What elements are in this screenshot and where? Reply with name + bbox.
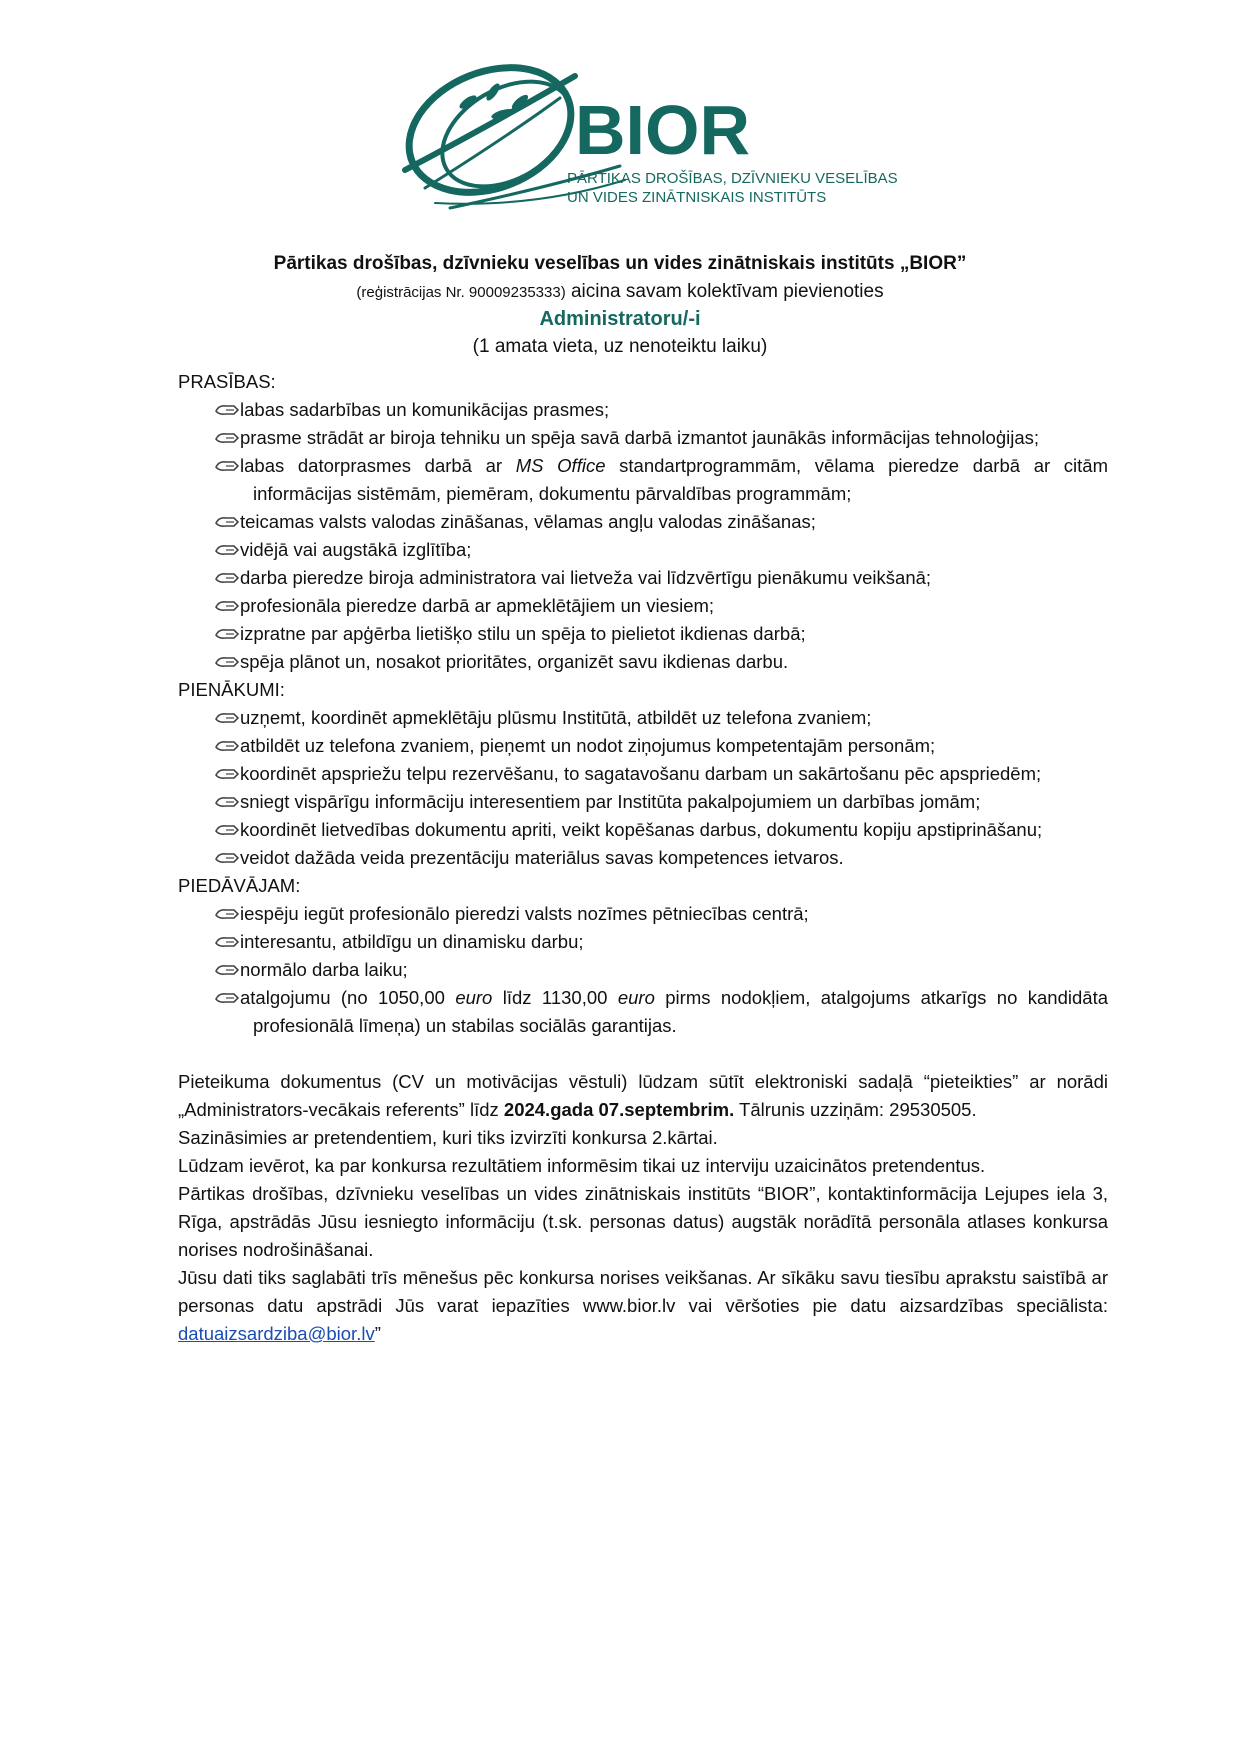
duties-list bbox=[178, 704, 1108, 872]
bullet-icon bbox=[214, 627, 240, 641]
bullet-icon bbox=[214, 543, 240, 557]
requirements-list bbox=[178, 396, 1108, 676]
requirements-title: PRASĪBAS: bbox=[178, 371, 276, 392]
registration-number: (reģistrācijas Nr. 90009235333) bbox=[356, 284, 566, 301]
invite-text: aicina savam kolektīvam pievienoties bbox=[565, 281, 884, 302]
org-title: Pārtikas drošības, dzīvnieku veselības un vides zinātniskais institūts „BIOR” bbox=[273, 253, 967, 274]
bullet-icon bbox=[214, 823, 240, 837]
email-link[interactable]: datuaizsardziba@bior.lv bbox=[178, 1323, 375, 1344]
offer-list bbox=[178, 900, 1108, 1040]
svg-text:PĀRTIKAS DROŠĪBAS, DZĪVNIEKU V: PĀRTIKAS DROŠĪBAS, DZĪVNIEKU VESELĪBAS bbox=[567, 170, 898, 187]
list-item: interesantu, atbildīgu un dinamisku darbu; bbox=[178, 928, 1108, 956]
bullet-icon bbox=[214, 991, 240, 1005]
bullet-icon bbox=[214, 655, 240, 669]
offer-title: PIEDĀVĀJAM: bbox=[178, 875, 301, 896]
bullet-icon bbox=[214, 739, 240, 753]
bullet-icon bbox=[214, 515, 240, 529]
spacer bbox=[178, 1040, 1108, 1068]
bullet-icon bbox=[214, 459, 240, 473]
list-item: atbildēt uz telefona zvaniem, pieņemt un nodot ziņojumus kompetentajām personām; bbox=[178, 732, 1108, 760]
list-item: atalgojumu (no 1050,00 euro līdz 1130,00 euro pirms nodokļiem, atalgojums atkarīgs no kandidāta profesionālā līmeņa) un stabilas sociālās garantijas. bbox=[178, 984, 1108, 1040]
data-retention-paragraph: Jūsu dati tiks saglabāti trīs mēnešus pēc konkursa norises veikšanas. Ar sīkāku savu tiesību aprakstu saistībā ar personas datu apstrādi Jūs varat iepazīties www.bior.lv vai vēršoties pie datu aizsardzības speciālista: datuaizsardziba@bior.lv” bbox=[178, 1267, 1108, 1344]
position-title: Administratoru/-i bbox=[539, 308, 701, 330]
list-item: profesionāla pieredze darbā ar apmeklētājiem un viesiem; bbox=[178, 592, 1108, 620]
data-processing-paragraph: Pārtikas drošības, dzīvnieku veselības un vides zinātniskais institūts “BIOR”, kontaktinformācija Lejupes iela 3, Rīga, apstrādās Jūsu iesniegto informāciju (t.sk. personas datus) augstāk norādītā personāla atlases konkursa norises nodrošināšanai. bbox=[178, 1183, 1108, 1260]
bullet-icon bbox=[214, 907, 240, 921]
bullet-icon bbox=[214, 711, 240, 725]
list-item: izpratne par apģērba lietišķo stilu un spēja to pielietot ikdienas darbā; bbox=[178, 620, 1108, 648]
bullet-icon bbox=[214, 599, 240, 613]
vacancy-note: (1 amata vieta, uz nenoteiktu laiku) bbox=[472, 336, 768, 357]
bullet-icon bbox=[214, 571, 240, 585]
notice-paragraph: Lūdzam ievērot, ka par konkursa rezultātiem informēsim tikai uz interviju uzaicinātos pretendentus. bbox=[178, 1155, 986, 1176]
list-item: vidējā vai augstākā izglītība; bbox=[178, 536, 1108, 564]
list-item: iespēju iegūt profesionālo pieredzi valsts nozīmes pētniecības centrā; bbox=[178, 900, 1108, 928]
svg-text:BIOR: BIOR bbox=[575, 91, 750, 169]
list-item: darba pieredze biroja administratora vai lietveža vai līdzvērtīgu pienākumu veikšanā; bbox=[178, 564, 1108, 592]
list-item: normālo darba laiku; bbox=[178, 956, 1108, 984]
list-item: koordinēt lietvedības dokumentu apriti, veikt kopēšanas darbus, dokumentu kopiju apstiprināšanu; bbox=[178, 816, 1108, 844]
list-item: labas sadarbības un komunikācijas prasmes; bbox=[178, 396, 1108, 424]
list-item: veidot dažāda veida prezentāciju materiālus savas kompetences ietvaros. bbox=[178, 844, 1108, 872]
application-paragraph: Pieteikuma dokumentus (CV un motivācijas vēstuli) lūdzam sūtīt elektroniski sadaļā “pieteikties” ar norādi „Administrators-vecākais referents” līdz 2024.gada 07.septembrim. Tālrunis uzziņām: 29530505. bbox=[178, 1071, 1108, 1120]
bullet-icon bbox=[214, 431, 240, 445]
list-item: sniegt vispārīgu informāciju interesentiem par Institūta pakalpojumiem un darbības jomām; bbox=[178, 788, 1108, 816]
deadline: 2024.gada 07.septembrim. bbox=[503, 1099, 735, 1120]
contact-paragraph: Sazināsimies ar pretendentiem, kuri tiks izvirzīti konkursa 2.kārtai. bbox=[178, 1127, 718, 1148]
bullet-icon bbox=[214, 935, 240, 949]
invite-line bbox=[0, 281, 1240, 303]
list-item: koordinēt apspriežu telpu rezervēšanu, to sagatavošanu darbam un sakārtošanu pēc apspriedēm; bbox=[178, 760, 1108, 788]
bullet-icon bbox=[214, 795, 240, 809]
list-item: uzņemt, koordinēt apmeklētāju plūsmu Institūtā, atbildēt uz telefona zvaniem; bbox=[178, 704, 1108, 732]
bior-logo bbox=[395, 58, 955, 233]
list-item: spēja plānot un, nosakot prioritātes, organizēt savu ikdienas darbu. bbox=[178, 648, 1108, 676]
bullet-icon bbox=[214, 963, 240, 977]
bullet-icon bbox=[214, 851, 240, 865]
bullet-icon bbox=[214, 767, 240, 781]
list-item: teicamas valsts valodas zināšanas, vēlamas angļu valodas zināšanas; bbox=[178, 508, 1108, 536]
bullet-icon bbox=[214, 403, 240, 417]
main-content bbox=[178, 368, 1108, 1348]
list-item: prasme strādāt ar biroja tehniku un spēja savā darbā izmantot jaunākās informācijas tehnoloģijas; bbox=[178, 424, 1108, 452]
list-item: labas datorprasmes darbā ar MS Office standartprogrammām, vēlama pieredze darbā ar citām informācijas sistēmām, piemēram, dokumentu pārvaldības programmām; bbox=[178, 452, 1108, 508]
duties-title: PIENĀKUMI: bbox=[178, 679, 285, 700]
svg-text:UN VIDES ZINĀTNISKAIS INSTITŪT: UN VIDES ZINĀTNISKAIS INSTITŪTS bbox=[567, 189, 827, 206]
